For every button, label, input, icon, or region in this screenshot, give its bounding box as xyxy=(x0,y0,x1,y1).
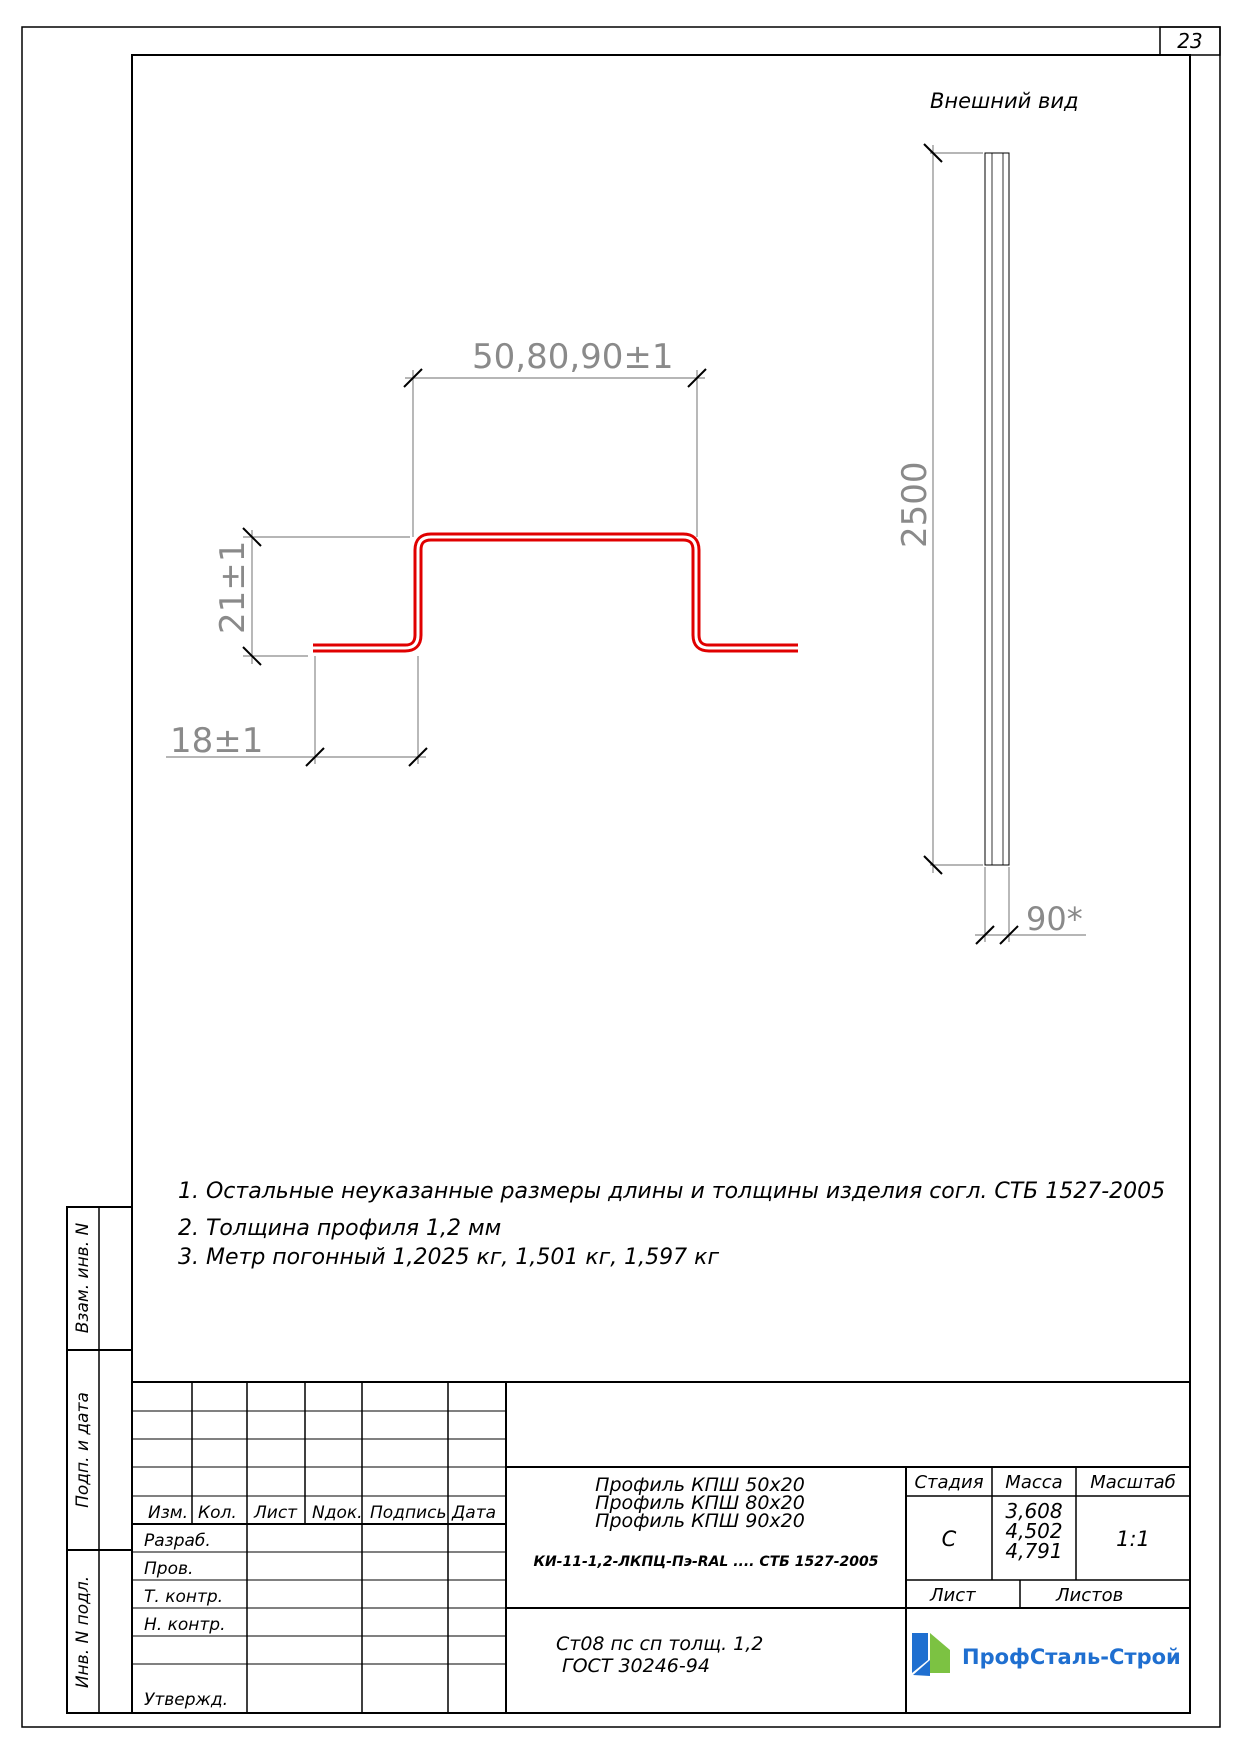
header-kol: Кол. xyxy=(198,1503,237,1523)
designation: КИ-11-1,2-ЛКПЦ-Пэ-RAL .... СТБ 1527-2005 xyxy=(533,1554,879,1570)
material-line-1: Ст08 пс сп толщ. 1,2 xyxy=(556,1633,764,1655)
note-1: 1. Остальные неуказанные размеры длины и толщины изделия согл. СТБ 1527-2005 xyxy=(178,1179,1166,1204)
role-razrab: Разраб. xyxy=(144,1531,211,1551)
stamp-vzam-inv: Взам. инв. N xyxy=(73,1222,93,1334)
inner-frame xyxy=(132,55,1190,1713)
header-podpis: Подпись xyxy=(370,1503,447,1523)
header-ndok: Nдок. xyxy=(312,1503,363,1523)
stamp-inv-podl: Инв. N подл. xyxy=(73,1575,93,1689)
notes xyxy=(178,1179,1165,1270)
note-2: 2. Толщина профиля 1,2 мм xyxy=(178,1216,502,1241)
header-data: Дата xyxy=(452,1503,497,1523)
company-name: ПрофСталь-Строй xyxy=(962,1645,1181,1669)
dimension-side-width-label: 90* xyxy=(1026,900,1083,938)
stamp-podp-data: Подп. и дата xyxy=(73,1392,93,1508)
mass-value-1: 3,608 xyxy=(1005,1499,1063,1523)
product-names xyxy=(595,1474,805,1532)
product-line-1: Профиль КПШ 50х20 xyxy=(595,1474,805,1496)
role-prov: Пров. xyxy=(144,1559,194,1579)
dimension-width xyxy=(404,369,706,537)
dimension-width-label: 50,80,90±1 xyxy=(472,337,674,377)
listov-label: Листов xyxy=(1056,1585,1124,1606)
role-utverzhd: Утвержд. xyxy=(144,1690,229,1710)
profile-cross-section xyxy=(313,537,798,648)
massa-label: Масса xyxy=(1005,1472,1063,1493)
product-line-2: Профиль КПШ 80х20 xyxy=(595,1492,805,1514)
dimension-flange-label: 18±1 xyxy=(170,721,264,761)
scale-value: 1:1 xyxy=(1116,1527,1150,1551)
header-izm: Изм. xyxy=(148,1503,188,1523)
role-t-kontr: Т. контр. xyxy=(144,1587,224,1607)
view-title: Внешний вид xyxy=(930,89,1079,113)
header-list: Лист xyxy=(254,1503,298,1523)
sheet-number-box xyxy=(1160,27,1220,55)
role-n-kontr: Н. контр. xyxy=(144,1615,226,1635)
note-3: 3. Метр погонный 1,2025 кг, 1,501 кг, 1,597 кг xyxy=(178,1245,719,1270)
masshtab-label: Масштаб xyxy=(1090,1472,1176,1493)
product-line-3: Профиль КПШ 90х20 xyxy=(595,1510,805,1532)
material-line-2: ГОСТ 30246-94 xyxy=(562,1655,710,1677)
sheet-number: 23 xyxy=(1177,29,1203,53)
revision-headers xyxy=(148,1503,496,1523)
logo-icon xyxy=(912,1633,950,1676)
stadiya-value: С xyxy=(941,1527,957,1551)
side-view xyxy=(985,153,1009,865)
list-label: Лист xyxy=(930,1585,976,1606)
mass-value-3: 4,791 xyxy=(1005,1539,1063,1563)
stadiya-label: Стадия xyxy=(914,1472,984,1493)
dimension-length-label: 2500 xyxy=(895,461,935,548)
side-stamp xyxy=(67,1207,132,1713)
company-logo xyxy=(912,1633,1181,1676)
roles xyxy=(144,1531,228,1710)
mass-value-2: 4,502 xyxy=(1005,1519,1063,1543)
dimension-height-label: 21±1 xyxy=(213,540,253,634)
